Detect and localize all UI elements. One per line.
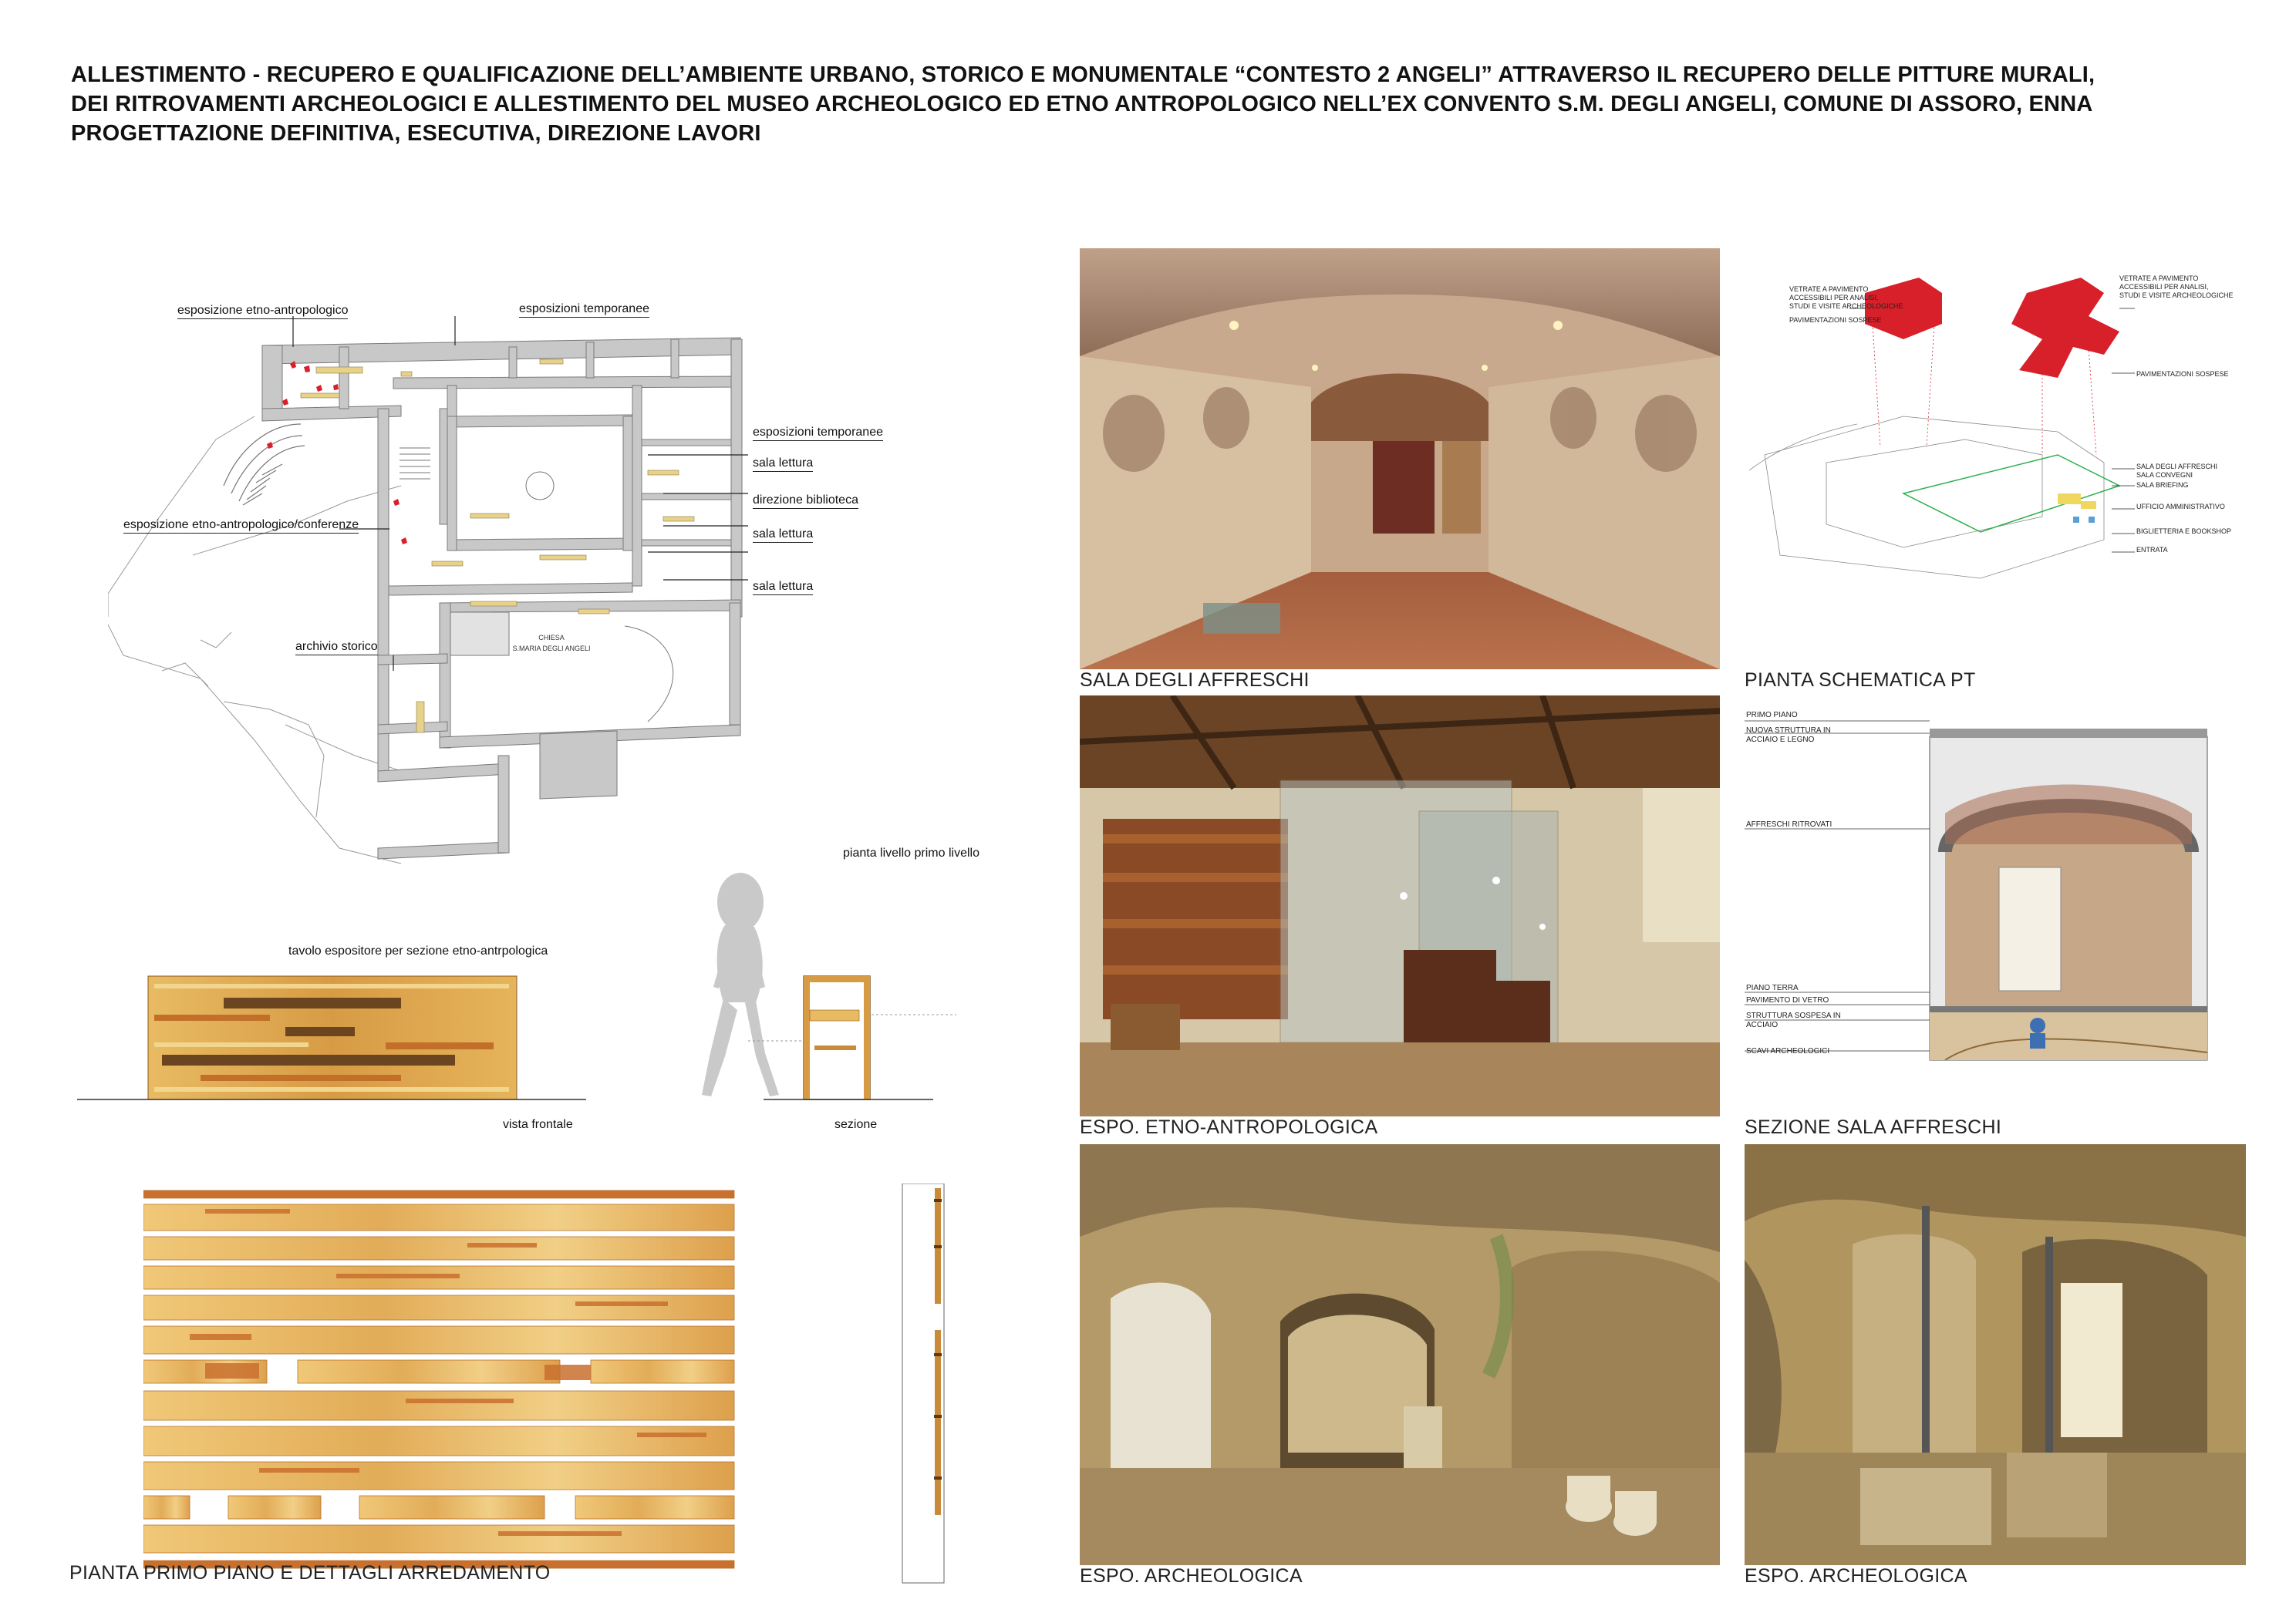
- caption-pianta-primo-piano: PIANTA PRIMO PIANO E DETTAGLI ARREDAMENTO: [69, 1562, 551, 1584]
- schema-label-pav-sospesi-left: PAVIMENTAZIONI SOSPESE: [1789, 316, 1882, 324]
- floor-plan-drawing: [108, 293, 972, 879]
- sec-label-piano-terra: PIANO TERRA: [1746, 984, 1799, 992]
- sec-label-pavimento: PAVIMENTO DI VETRO: [1746, 996, 1829, 1005]
- church-label-1: CHIESA: [538, 634, 565, 641]
- title-line-1: ALLESTIMENTO - RECUPERO E QUALIFICAZIONE DELL’AMBIENTE URBANO, STORICO E MONUMENTALE “CONTESTO 2 ANGELI” ATTRAVERSO IL RECUPERO DELLE PITTURE MURALI,: [71, 62, 2095, 87]
- title-line-2: DEI RITROVAMENTI ARCHEOLOGICI E ALLESTIMENTO DEL MUSEO ARCHEOLOGICO ED ETNO ANTROPOLOGICO NELL’EX CONVENTO S.M. DEGLI ANGELI, COMUNE DI ASSORO, ENNA: [71, 92, 2093, 116]
- label-etno-conferenze: esposizione etno-antropologico/conferenze: [123, 518, 359, 534]
- label-esposizioni-temporanee-top: esposizioni temporanee: [519, 302, 649, 318]
- title-line-3: PROGETTAZIONE DEFINITIVA, ESECUTIVA, DIREZIONE LAVORI: [71, 121, 761, 146]
- schema-label-entrata: ENTRATA: [2136, 546, 2168, 554]
- photo-espo-archeologica-1: [1080, 1144, 1720, 1565]
- table-side-section: [901, 1184, 947, 1584]
- schema-label-vetrate-right: VETRATE A PAVIMENTO ACCESSIBILI PER ANALISI, STUDI E VISITE ARCHEOLOGICHE: [2119, 274, 2234, 299]
- caption-pianta-schematica: PIANTA SCHEMATICA PT: [1745, 669, 1976, 691]
- church-label-2: S.MARIA DEGLI ANGELI: [512, 645, 591, 652]
- label-esposizioni-temporanee-right: esposizioni temporanee: [753, 426, 883, 441]
- page-title: [71, 60, 2246, 148]
- label-tavolo-espositore: tavolo espositore per sezione etno-antrpologica: [288, 945, 548, 958]
- schema-label-sala-affreschi: SALA DEGLI AFFRESCHI SALA CONVEGNI: [2136, 463, 2218, 479]
- label-esposizione-etno: esposizione etno-antropologico: [177, 304, 348, 319]
- label-vista-frontale: vista frontale: [503, 1118, 573, 1131]
- sec-label-nuova-struttura: NUOVA STRUTTURA IN ACCIAIO E LEGNO: [1746, 726, 1831, 744]
- label-sala-lettura-2: sala lettura: [753, 527, 813, 543]
- caption-espo-archeologica-2: ESPO. ARCHEOLOGICA: [1745, 1565, 1967, 1587]
- caption-sala-affreschi: SALA DEGLI AFFRESCHI: [1080, 669, 1310, 691]
- label-direzione-biblioteca: direzione biblioteca: [753, 493, 858, 509]
- label-sezione: sezione: [834, 1118, 878, 1131]
- schema-label-uffici: UFFICIO AMMINISTRATIVO: [2136, 503, 2225, 510]
- label-archivio-storico: archivio storico: [295, 640, 378, 655]
- table-section-view: [748, 971, 964, 1110]
- photo-sala-affreschi: [1080, 248, 1720, 669]
- photo-espo-archeologica-2: [1745, 1144, 2246, 1565]
- schema-label-biglietteria: BIGLIETTERIA E BOOKSHOP: [2136, 527, 2232, 535]
- schema-label-vetrate-left: VETRATE A PAVIMENTO ACCESSIBILI PER ANALISI, STUDI E VISITE ARCHEOLOGICHE: [1789, 285, 1903, 310]
- schema-label-sala-briefing: SALA BRIEFING: [2136, 481, 2189, 489]
- sec-label-affreschi: AFFRESCHI RITROVATI: [1746, 820, 1832, 829]
- caption-espo-etno: ESPO. ETNO-ANTROPOLOGICA: [1080, 1116, 1378, 1138]
- label-sala-lettura-1: sala lettura: [753, 456, 813, 472]
- schema-pianta-pt: [1749, 262, 2243, 594]
- table-top-plan: [143, 1186, 737, 1587]
- caption-sezione-sala: SEZIONE SALA AFFRESCHI: [1745, 1116, 2002, 1138]
- floor-plan: [108, 293, 972, 879]
- sec-label-primo-piano: PRIMO PIANO: [1746, 711, 1798, 719]
- label-sala-lettura-3: sala lettura: [753, 580, 813, 595]
- photo-espo-etno: [1080, 695, 1720, 1116]
- label-pianta-livello: pianta livello primo livello: [843, 847, 979, 860]
- caption-espo-archeologica-1: ESPO. ARCHEOLOGICA: [1080, 1565, 1303, 1587]
- sec-label-scavi: SCAVI ARCHEOLOGICI: [1746, 1047, 1830, 1056]
- sec-label-struttura-sospesa: STRUTTURA SOSPESA IN ACCIAIO: [1746, 1012, 1841, 1029]
- schema-label-pav-sospese-right: PAVIMENTAZIONI SOSPESE: [2136, 370, 2229, 378]
- table-front-view: [77, 971, 602, 1110]
